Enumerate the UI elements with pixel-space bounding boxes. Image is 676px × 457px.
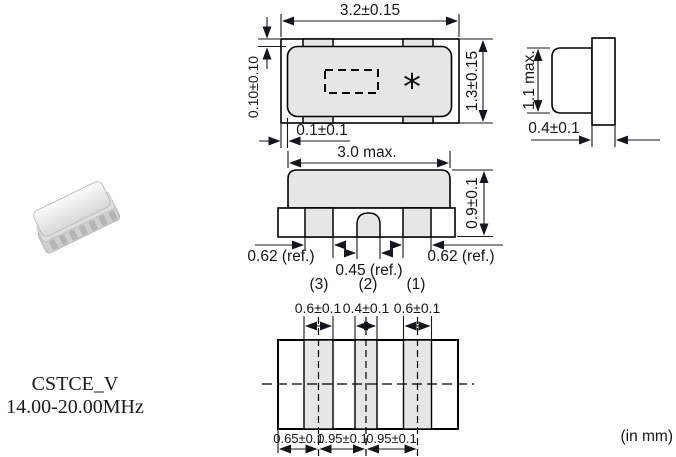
dim-body-offset-label: 0.1±0.1 <box>296 122 348 139</box>
dim-side-cap-width-label: 0.4±0.1 <box>528 120 580 137</box>
terminal-1-label: (1) <box>406 276 426 293</box>
front-view-body <box>288 170 450 208</box>
dim-pad-protrusion-label: 0.10±0.10 <box>245 55 261 119</box>
front-view-terminal-3-pad <box>305 208 333 237</box>
dim-top-width-label: 3.2±0.15 <box>339 2 401 19</box>
side-view-end-cap <box>592 38 615 125</box>
product-frequency-range-label: 14.00-20.00MHz <box>6 396 144 418</box>
dim-land-pad1-width-label: 0.6±0.1 <box>294 300 342 316</box>
dim-land-pitch-right-label: 0.95±0.1 <box>366 431 417 446</box>
dim-land-pad3-width-label: 0.6±0.1 <box>393 300 441 316</box>
dim-top-height-label: 1.3±0.15 <box>464 50 481 112</box>
dim-front-pad-left-label: 0.62 (ref.) <box>247 248 315 265</box>
land-pattern-view <box>262 300 474 456</box>
front-view <box>247 144 503 293</box>
dim-front-pad-right-label: 0.62 (ref.) <box>427 248 495 265</box>
terminal-3-label: (3) <box>309 276 329 293</box>
dim-land-pitch-mid-label: 0.95±0.1 <box>317 431 368 446</box>
units-note: (in mm) <box>620 428 673 445</box>
dim-side-height-label: 1.1 max. <box>521 50 538 110</box>
front-view-terminal-2-pad <box>357 213 380 237</box>
dim-pad-protrusion <box>245 17 286 118</box>
dim-land-span-left-label: 0.65±0.1 <box>273 431 324 446</box>
dim-land-pad2-width-label: 0.4±0.1 <box>342 300 390 316</box>
terminal-numbers <box>310 276 426 293</box>
top-view-lid <box>288 47 452 117</box>
dim-front-width-label: 3.0 max. <box>337 144 397 161</box>
dim-front-width <box>288 144 450 168</box>
terminal-2-label: (2) <box>358 276 378 293</box>
side-view-body <box>552 48 592 113</box>
polarity-mark: * <box>403 67 421 108</box>
product-series-label: CSTCE_V <box>31 373 119 395</box>
top-view <box>245 2 493 148</box>
dim-front-height <box>452 170 493 237</box>
dim-top-width <box>281 2 459 37</box>
side-view <box>521 38 660 147</box>
dim-front-pads <box>247 238 503 279</box>
front-view-terminal-1-pad <box>403 208 431 237</box>
product-photo <box>28 179 121 254</box>
dim-land-pad-widths <box>295 300 441 339</box>
dim-side-height <box>521 48 550 113</box>
dim-top-height <box>460 39 493 123</box>
dim-land-pitches <box>273 430 417 453</box>
dim-front-height-label: 0.9±0.1 <box>464 177 481 229</box>
dim-front-pad-center-label: 0.45 (ref.) <box>335 262 403 279</box>
